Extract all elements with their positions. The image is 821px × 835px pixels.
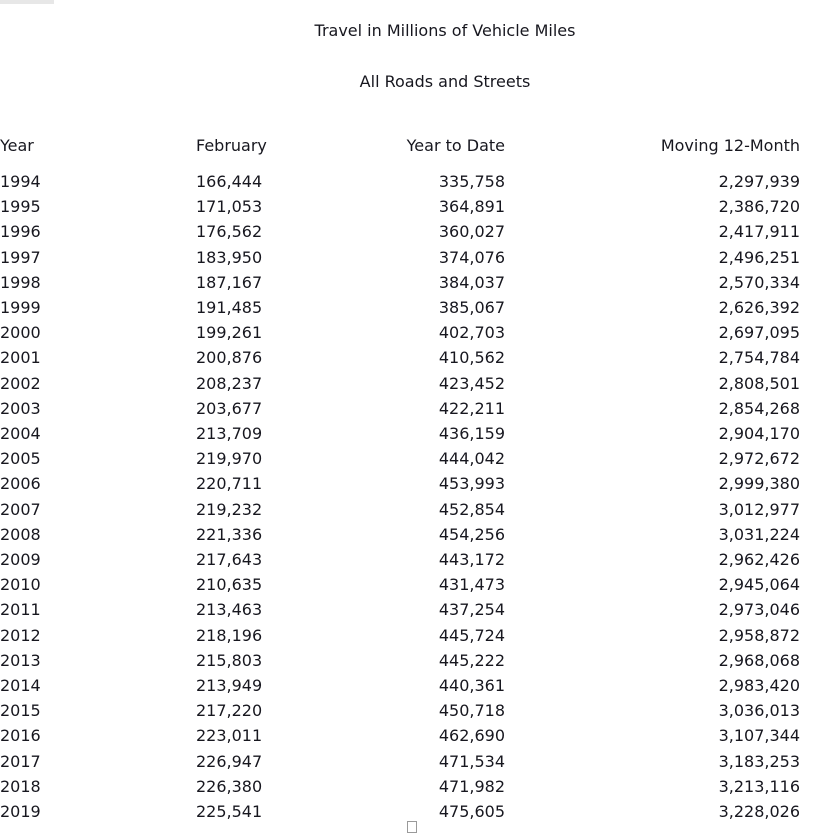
february-cell: 199,261 <box>196 323 263 343</box>
year-to-date-cell: 374,076 <box>438 247 505 267</box>
year-to-date-cell: 422,211 <box>438 398 505 418</box>
column-header-year-to-date: Year to Date <box>406 136 505 155</box>
february-cell: 191,485 <box>196 298 263 318</box>
moving-12-month-cell: 2,904,170 <box>718 424 800 444</box>
table-row <box>0 597 800 622</box>
year-cell: 2002 <box>0 373 41 393</box>
moving-12-month-cell: 3,213,116 <box>718 776 800 796</box>
table-row <box>0 774 800 799</box>
moving-12-month-cell: 2,972,672 <box>718 449 800 469</box>
february-cell: 213,463 <box>196 600 263 620</box>
moving-12-month-cell: 2,962,426 <box>718 550 800 570</box>
year-cell: 2008 <box>0 524 41 544</box>
year-to-date-cell: 471,982 <box>438 776 505 796</box>
february-cell: 218,196 <box>196 625 263 645</box>
year-cell: 2010 <box>0 575 41 595</box>
year-to-date-cell: 445,724 <box>438 625 505 645</box>
moving-12-month-cell: 2,973,046 <box>718 600 800 620</box>
table-row <box>0 673 800 698</box>
february-cell: 166,444 <box>196 172 263 191</box>
table-row <box>0 396 800 421</box>
february-cell: 226,380 <box>196 776 263 796</box>
moving-12-month-cell: 2,496,251 <box>718 247 800 267</box>
year-cell: 2017 <box>0 751 41 771</box>
table-row <box>0 623 800 648</box>
moving-12-month-cell: 2,754,784 <box>718 348 800 368</box>
year-to-date-cell: 445,222 <box>438 650 505 670</box>
column-header-moving-12-month: Moving 12-Month <box>660 136 800 155</box>
report-subtitle: All Roads and Streets <box>359 72 531 91</box>
column-header-february: February <box>196 136 267 155</box>
table-row <box>0 698 800 723</box>
year-to-date-cell: 440,361 <box>438 676 505 696</box>
february-cell: 219,232 <box>196 499 263 519</box>
moving-12-month-cell: 2,417,911 <box>718 222 800 242</box>
year-cell: 2006 <box>0 474 41 494</box>
table-row <box>0 799 800 824</box>
travel-table-header <box>0 136 800 169</box>
year-cell: 2013 <box>0 650 41 670</box>
placeholder-box-glyph <box>407 821 417 833</box>
february-cell: 225,541 <box>196 802 263 822</box>
february-cell: 226,947 <box>196 751 263 771</box>
moving-12-month-cell: 2,808,501 <box>718 373 800 393</box>
moving-12-month-cell: 2,626,392 <box>718 298 800 318</box>
february-cell: 210,635 <box>196 575 263 595</box>
header-row <box>0 136 800 169</box>
year-to-date-cell: 444,042 <box>438 449 505 469</box>
moving-12-month-cell: 2,297,939 <box>718 172 800 191</box>
february-cell: 213,949 <box>196 676 263 696</box>
year-cell: 1996 <box>0 222 41 242</box>
moving-12-month-cell: 2,854,268 <box>718 398 800 418</box>
table-row <box>0 270 800 295</box>
table-row <box>0 345 800 370</box>
year-cell: 2000 <box>0 323 41 343</box>
table-row <box>0 723 800 748</box>
february-cell: 221,336 <box>196 524 263 544</box>
moving-12-month-cell: 2,983,420 <box>718 676 800 696</box>
year-cell: 2016 <box>0 726 41 746</box>
table-row <box>0 572 800 597</box>
table-row <box>0 497 800 522</box>
year-cell: 2009 <box>0 550 41 570</box>
february-cell: 223,011 <box>196 726 263 746</box>
year-to-date-cell: 436,159 <box>438 424 505 444</box>
year-cell: 1999 <box>0 298 41 318</box>
year-cell: 2015 <box>0 701 41 721</box>
table-row <box>0 194 800 219</box>
year-to-date-cell: 402,703 <box>438 323 505 343</box>
february-cell: 187,167 <box>196 272 263 292</box>
year-to-date-cell: 384,037 <box>438 272 505 292</box>
column-header-year: Year <box>0 136 34 155</box>
year-to-date-cell: 410,562 <box>438 348 505 368</box>
february-cell: 203,677 <box>196 398 263 418</box>
table-row <box>0 471 800 496</box>
table-row <box>0 547 800 572</box>
year-cell: 1997 <box>0 247 41 267</box>
february-cell: 217,643 <box>196 550 263 570</box>
year-to-date-cell: 423,452 <box>438 373 505 393</box>
moving-12-month-cell: 2,570,334 <box>718 272 800 292</box>
moving-12-month-cell: 3,031,224 <box>718 524 800 544</box>
year-cell: 2012 <box>0 625 41 645</box>
year-cell: 2011 <box>0 600 41 620</box>
table-row <box>0 169 800 194</box>
year-cell: 2001 <box>0 348 41 368</box>
year-cell: 1995 <box>0 197 41 217</box>
year-cell: 2014 <box>0 676 41 696</box>
moving-12-month-cell: 3,228,026 <box>718 802 800 822</box>
february-cell: 200,876 <box>196 348 263 368</box>
year-to-date-cell: 450,718 <box>438 701 505 721</box>
table-row <box>0 320 800 345</box>
moving-12-month-cell: 2,945,064 <box>718 575 800 595</box>
moving-12-month-cell: 2,697,095 <box>718 323 800 343</box>
february-cell: 208,237 <box>196 373 263 393</box>
report-title: Travel in Millions of Vehicle Miles <box>314 21 576 40</box>
edge-artifact <box>0 0 54 4</box>
year-cell: 2003 <box>0 398 41 418</box>
february-cell: 213,709 <box>196 424 263 444</box>
table-row <box>0 219 800 244</box>
moving-12-month-cell: 3,183,253 <box>718 751 800 771</box>
travel-table-body <box>0 169 800 824</box>
moving-12-month-cell: 3,012,977 <box>718 499 800 519</box>
year-cell: 2019 <box>0 802 41 822</box>
year-to-date-cell: 454,256 <box>438 524 505 544</box>
february-cell: 219,970 <box>196 449 263 469</box>
year-to-date-cell: 471,534 <box>438 751 505 771</box>
moving-12-month-cell: 3,036,013 <box>718 701 800 721</box>
year-to-date-cell: 437,254 <box>438 600 505 620</box>
table-row <box>0 648 800 673</box>
february-cell: 215,803 <box>196 650 263 670</box>
year-cell: 2005 <box>0 449 41 469</box>
year-cell: 2018 <box>0 776 41 796</box>
february-cell: 183,950 <box>196 247 263 267</box>
year-to-date-cell: 364,891 <box>438 197 505 217</box>
february-cell: 176,562 <box>196 222 263 242</box>
year-cell: 2007 <box>0 499 41 519</box>
year-to-date-cell: 431,473 <box>438 575 505 595</box>
moving-12-month-cell: 2,958,872 <box>718 625 800 645</box>
year-to-date-cell: 335,758 <box>438 172 505 191</box>
table-row <box>0 245 800 270</box>
year-to-date-cell: 360,027 <box>438 222 505 242</box>
year-cell: 1994 <box>0 172 41 191</box>
moving-12-month-cell: 2,386,720 <box>718 197 800 217</box>
table-row <box>0 295 800 320</box>
table-row <box>0 749 800 774</box>
year-cell: 1998 <box>0 272 41 292</box>
moving-12-month-cell: 2,999,380 <box>718 474 800 494</box>
year-to-date-cell: 443,172 <box>438 550 505 570</box>
year-to-date-cell: 453,993 <box>438 474 505 494</box>
year-to-date-cell: 452,854 <box>438 499 505 519</box>
travel-table <box>0 136 800 824</box>
moving-12-month-cell: 2,968,068 <box>718 650 800 670</box>
february-cell: 217,220 <box>196 701 263 721</box>
table-row <box>0 446 800 471</box>
year-to-date-cell: 475,605 <box>438 802 505 822</box>
moving-12-month-cell: 3,107,344 <box>718 726 800 746</box>
table-row <box>0 421 800 446</box>
year-to-date-cell: 385,067 <box>438 298 505 318</box>
february-cell: 171,053 <box>196 197 263 217</box>
year-to-date-cell: 462,690 <box>438 726 505 746</box>
year-cell: 2004 <box>0 424 41 444</box>
table-row <box>0 522 800 547</box>
table-row <box>0 371 800 396</box>
february-cell: 220,711 <box>196 474 263 494</box>
